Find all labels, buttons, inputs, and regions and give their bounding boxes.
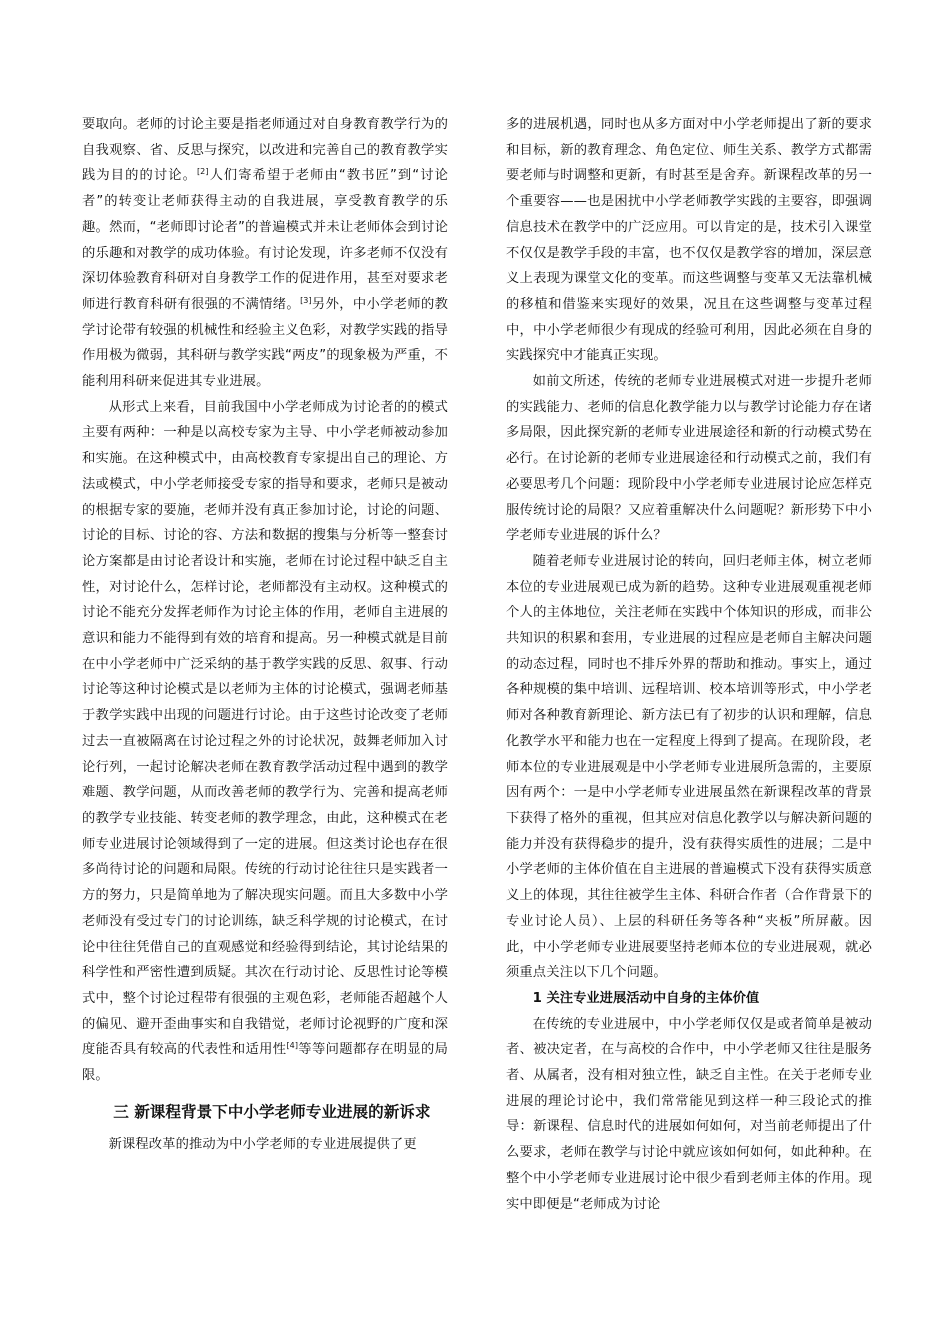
- right-paragraph-4: 在传统的专业进展中，中小学老师仅仅是或者简单是被动者、被决定者，在与高校的合作中，中小学老师又往往是服务者、从属者，没有相对独立性，缺乏自主性。在关于老师专业进展的理论讨论中，我们常常能见到这样一种三段论式的推导：新课程、信息时代的进展如何如何，对当前老师提出了什么要求，老师在教学与讨论中就应该如何如何，如此种种。在整个中小学老师专业进展讨论中很少看到老师主体的作用。现实中即便是“老师成为讨论: [506, 1016, 872, 1212]
- section-heading: 三 新课程背景下中小学老师专业进展的新诉求: [113, 1102, 431, 1121]
- left-column: [82, 112, 448, 1157]
- citation-ref: [4]: [286, 1041, 299, 1051]
- text-run: 等等问题都存在明显的局限。: [82, 1042, 448, 1084]
- subsection-heading: 1 关注专业进展活动中自身的主体价值: [532, 990, 760, 1006]
- text-run: 人们寄希望于老师由“教书匠”到“讨论者”的转变让老师获得主动的自我进展，享受教育教学的乐趣。然而，“老师即讨论者”的普遍模式并未让老师体会到讨论的乐趣和对教学的成功体验。有讨论发现，许多老师不仅没有深切体验教育科研对自身教学工作的促进作用，甚至对要求老师进行教育科研有很强的不满情绪。: [82, 168, 448, 312]
- text-run: 另外，中小学老师的教学讨论带有较强的机械性和经验主义色彩，对教学实践的指导作用极为微弱，其科研与教学实践“两皮”的现象极为严重，不能利用科研来促进其专业进展。: [82, 296, 448, 390]
- left-paragraph-2: [82, 395, 448, 1089]
- left-paragraph-3: 新课程改革的推动为中小学老师的专业进展提供了更: [108, 1136, 417, 1152]
- citation-ref: [2]: [196, 167, 209, 177]
- right-paragraph-1: 多的进展机遇，同时也从多方面对中小学老师提出了新的要求和目标，新的教育理念、角色定位、师生关系、教学方式都需要老师与时调整和更新，有时甚至是舍弃。新课程改革的另一个重要容——也是困扰中小学老师教学实践的主要容，即强调信息技术在教学中的广泛应用。可以肯定的是，技术引入课堂不仅仅是教学手段的丰富，也不仅仅是教学容的增加，深层意义上表现为课堂文化的变革。而这些调整与变革又无法靠机械的移植和借鉴来实现好的效果，况且在这些调整与变革过程中，中小学老师很少有现成的经验可利用，因此必须在自身的实践探究中才能真正实现。: [506, 117, 872, 364]
- right-column: [506, 112, 872, 1217]
- text-run: 从形式上来看，目前我国中小学老师成为讨论者的的模式主要有两种：一种是以高校专家为主导、中小学老师被动参加和实施。在这种模式中，由高校教育专家提出自己的理论、方法或模式，中小学老师接受专家的指导和要求，老师只是被动的根据专家的要施，老师并没有真正参加讨论，讨论的问题、讨论的目标、讨论的容、方法和数据的搜集与分析等一整套讨论方案都是由讨论者设计和实施，老师在讨论过程中缺乏自主性，对讨论什么，怎样讨论，老师都没有主动权。这种模式的讨论不能充分发挥老师作为讨论主体的作用，老师自主进展的意识和能力不能得到有效的培育和提高。另一种模式就是目前在中小学老师中广泛采纳的基于教学实践的反思、叙事、行动讨论等这种讨论模式是以老师为主体的讨论模式，强调老师基于教学实践中出现的问题进行讨论。由于这些讨论改变了老师过去一直被隔离在讨论过程之外的讨论状况，鼓舞老师加入讨论行列，一起讨论解决老师在教育教学活动过程中遇到的教学难题、教学问题，从而改善老师的教学行为、完善和提高老师的教学专业技能、转变老师的教学理念，由此，这种模式在老师专业进展讨论领域得到了一定的进展。但这类讨论也存在很多尚待讨论的问题和局限。传统的行动讨论往往只是实践者一方的努力，只是简单地为了解决现实问题。而且大多数中小学老师没有受过专门的讨论训练，缺乏科学规的讨论模式，在讨论中往往凭借自己的直观感觉和经验得到结论，其讨论结果的科学性和严密性遭到质疑。其次在行动讨论、反思性讨论等模式中，整个讨论过程带有很强的主观色彩，老师能否超越个人的偏见、避开歪曲事实和自我错觉，老师讨论视野的广度和深度能否具有较高的代表性和适用性: [82, 399, 448, 1058]
- left-paragraph-1: [82, 112, 448, 395]
- text-run: 要取向。老师的讨论主要是指老师通过对自身教育教学行为的自我观察、省、反思与探究，以改进和完善自己的教育教学实践为目的的讨论。: [82, 117, 448, 184]
- right-paragraph-3: 随着老师专业进展讨论的转向，回归老师主体，树立老师本位的专业进展观已成为新的趋势。这种专业进展观重视老师个人的主体地位，关注老师在实践中个体知识的形成，而非公共知识的积累和套用，专业进展的过程应是老师自主解决问题的动态过程，同时也不排斥外界的帮助和推动。事实上，通过各种规模的集中培训、远程培训、校本培训等形式，中小学老师对各种教育新理论、新方法已有了初步的认识和理解，信息化教学水平和能力也在一定程度上得到了提高。在现阶段，老师本位的专业进展观是中小学老师专业进展所急需的，主要原因有两个：一是中小学老师专业进展虽然在新课程改革的背景下获得了格外的重视，但其应对信息化教学以与解决新问题的能力并没有获得稳步的提升，没有获得实质性的进展；二是中小学老师的主体价值在自主进展的普遍模式下没有获得实质意义上的体现，其往往被学生主体、科研合作者（合作背景下的专业讨论人员）、上层的科研任务等各种“夹板”所屏蔽。因此，中小学老师专业进展要坚持老师本位的专业进展观，就必须重点关注以下几个问题。: [506, 553, 872, 981]
- right-paragraph-2: 如前文所述，传统的老师专业进展模式对进一步提升老师的实践能力、老师的信息化教学能力以与教学讨论能力存在诸多局限，因此探究新的老师专业进展途径和新的行动模式势在必行。在讨论新的老师专业进展途径和行动模式之前，我们有必要思考几个问题：现阶段中小学老师专业进展讨论应怎样克服传统讨论的局限？又应着重解决什么问题呢？新形势下中小学老师专业进展的诉什么？: [506, 374, 872, 544]
- citation-ref: [3]: [300, 295, 312, 305]
